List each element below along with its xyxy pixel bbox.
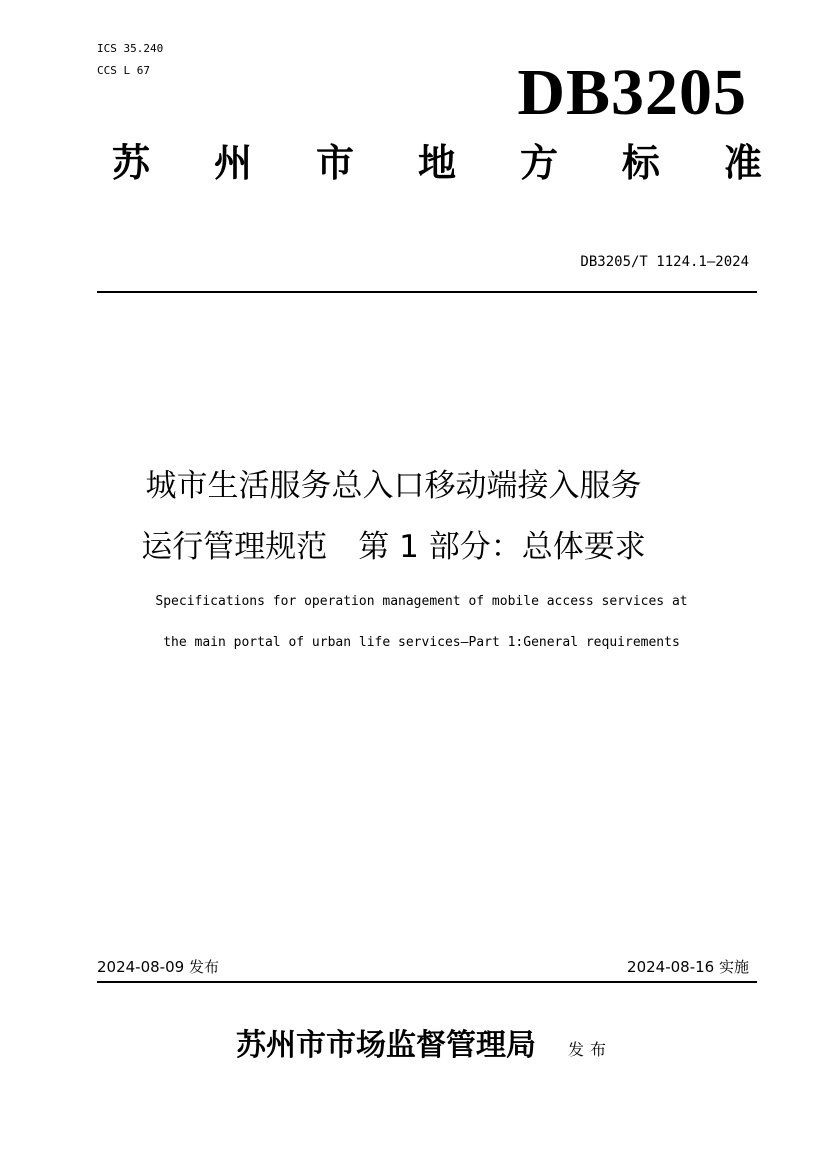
standard-type-title: [112, 140, 762, 186]
standard-type-char: 市: [315, 140, 354, 185]
title-cn-line-1: 城市生活服务总入口移动端接入服务: [145, 468, 642, 504]
top-divider: [97, 291, 757, 293]
bottom-divider: [97, 981, 757, 983]
standard-type-char: 苏: [112, 140, 151, 185]
title-en-line-1: Specifications for operation management of mobile access services at: [155, 594, 688, 609]
standard-type-char: 准: [723, 140, 762, 185]
ccs-code: CCS L 67: [97, 64, 150, 77]
document-number: DB3205/T 1124.1—2024: [580, 254, 749, 270]
standard-type-char: 标: [621, 140, 660, 185]
standard-code: DB3205: [517, 56, 747, 129]
implementation-date: 2024-08-16 实施: [627, 958, 749, 976]
title-en-line-2: the main portal of urban life services—Part 1:General requirements: [163, 635, 680, 650]
ics-code: ICS 35.240: [97, 42, 164, 55]
standard-type-char: 方: [519, 140, 558, 185]
standard-type-char: 州: [213, 140, 252, 185]
publish-date: 2024-08-09 发布: [97, 958, 219, 976]
issue-label: 发布: [568, 1040, 613, 1059]
standard-type-char: 地: [417, 140, 456, 185]
title-cn-line-2: 运行管理规范 第 1 部分：总体要求: [141, 529, 646, 565]
issuing-authority: 苏州市市场监督管理局: [236, 1028, 536, 1063]
